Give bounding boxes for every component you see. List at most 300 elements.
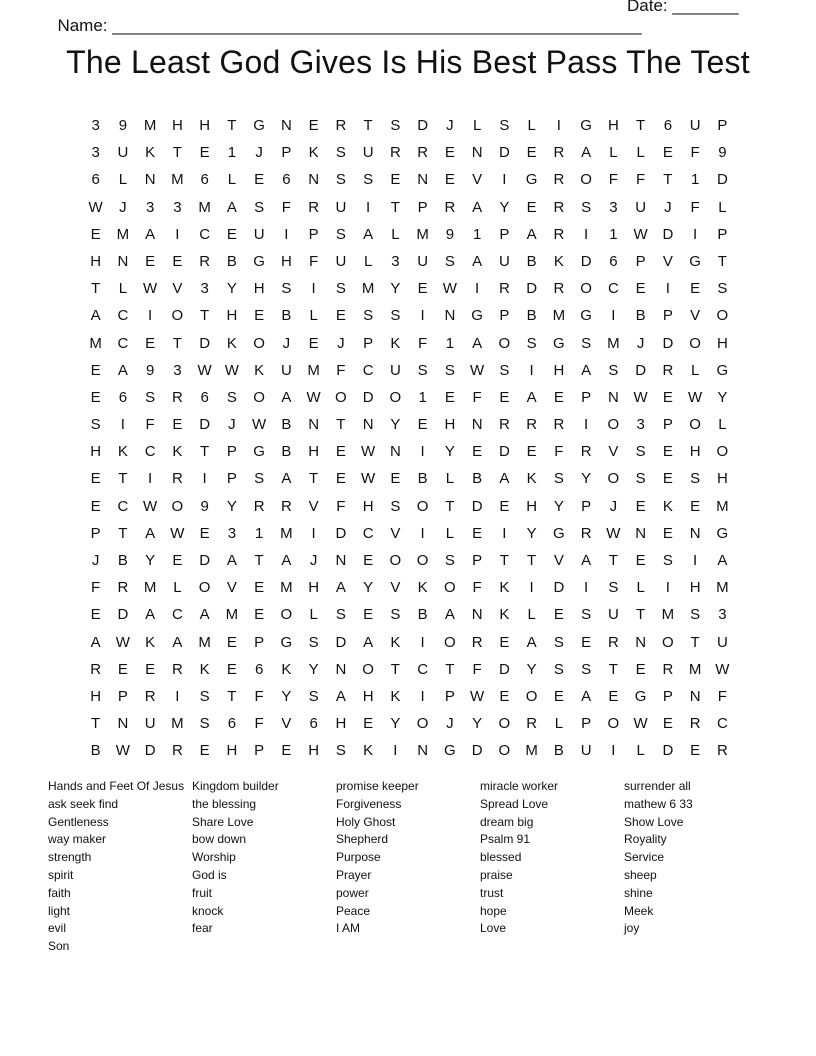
grid-letter: S <box>390 497 401 515</box>
grid-letter: S <box>662 552 673 569</box>
grid-letter: L <box>690 361 700 379</box>
word-list-item: Purpose <box>336 850 381 865</box>
grid-letter: N <box>117 715 129 733</box>
grid-letter: G <box>525 171 538 189</box>
grid-letter: D <box>471 742 483 760</box>
grid-letter: W <box>143 497 158 515</box>
grid-letter: L <box>636 144 645 162</box>
grid-letter: T <box>663 171 673 189</box>
grid-row <box>82 520 736 547</box>
grid-letter: C <box>362 361 374 379</box>
word-list <box>48 778 768 956</box>
grid-letter: T <box>172 144 182 162</box>
grid-letter: J <box>609 497 618 515</box>
grid-letter: G <box>253 443 265 461</box>
grid-letter: 3 <box>636 416 645 434</box>
grid-letter: N <box>471 144 483 162</box>
word-list-item: joy <box>624 921 640 936</box>
grid-letter: S <box>254 470 265 488</box>
grid-letter: W <box>143 280 158 298</box>
grid-letter: R <box>471 633 483 651</box>
grid-letter: V <box>226 579 237 597</box>
grid-letter: D <box>716 171 728 189</box>
grid-letter: M <box>307 361 320 379</box>
grid-letter: W <box>470 361 485 379</box>
grid-letter: M <box>198 198 211 216</box>
grid-letter: T <box>390 660 400 678</box>
word-list-item: surrender all <box>624 779 691 793</box>
grid-letter: C <box>171 606 183 624</box>
word-list-item: knock <box>192 903 224 918</box>
grid-letter: A <box>472 198 483 216</box>
grid-letter: W <box>306 388 321 406</box>
grid-row <box>82 411 736 438</box>
grid-letter: Y <box>390 715 401 733</box>
grid-letter: W <box>115 742 130 760</box>
word-list-item: Meek <box>624 903 654 918</box>
grid-letter: T <box>363 117 373 134</box>
grid-letter: E <box>254 307 265 325</box>
grid-letter: L <box>118 171 128 189</box>
grid-letter: S <box>363 307 374 325</box>
grid-letter: P <box>444 687 455 705</box>
grid-letter: T <box>390 198 400 216</box>
word-list-item: Holy Ghost <box>336 814 396 829</box>
name-field[interactable]: Name: ________________________________________________________ <box>57 16 642 35</box>
grid-letter: 3 <box>200 280 209 298</box>
word-list-item: fear <box>192 921 213 936</box>
grid-letter: F <box>690 144 700 162</box>
grid-letter: A <box>199 606 210 624</box>
word-list-item: bow down <box>192 832 247 847</box>
grid-letter: P <box>662 687 673 705</box>
grid-letter: F <box>281 198 291 216</box>
grid-letter: S <box>499 361 510 379</box>
grid-letter: W <box>252 416 267 434</box>
grid-letter: O <box>444 633 456 651</box>
grid-letter: U <box>117 144 129 162</box>
grid-letter: E <box>662 715 673 733</box>
grid-letter: S <box>581 606 592 624</box>
grid-letter: N <box>417 171 429 189</box>
grid-letter: O <box>253 334 265 352</box>
grid-letter: O <box>280 606 293 624</box>
word-list-item: Worship <box>192 850 236 865</box>
word-list-item: ask seek find <box>48 796 119 811</box>
word-list-item: the blessing <box>192 796 257 811</box>
grid-letter: S <box>444 252 455 270</box>
grid-letter: M <box>89 334 102 352</box>
grid-letter: T <box>445 497 455 515</box>
grid-letter: R <box>171 742 183 760</box>
grid-letter: H <box>308 742 320 760</box>
grid-letter: F <box>472 388 482 406</box>
grid-letter: R <box>526 416 538 434</box>
grid-letter: W <box>442 280 457 298</box>
grid-letter: O <box>416 552 429 569</box>
grid-letter: R <box>662 361 674 379</box>
grid-letter: H <box>553 361 565 379</box>
grid-row <box>82 601 736 628</box>
grid-letter: D <box>498 660 510 678</box>
grid-letter: A <box>581 361 592 379</box>
grid-letter: E <box>662 144 673 162</box>
grid-letter: S <box>335 171 346 189</box>
grid-letter: E <box>254 171 265 189</box>
grid-letter: D <box>199 416 211 434</box>
grid-letter: U <box>335 252 347 270</box>
grid-letter: I <box>420 443 425 461</box>
grid-letter: T <box>336 416 346 434</box>
grid-letter: D <box>335 524 347 542</box>
grid-letter: E <box>172 252 183 270</box>
grid-letter: R <box>498 280 510 298</box>
grid-letter: N <box>689 524 701 542</box>
grid-letter: N <box>117 252 129 270</box>
grid-letter: O <box>689 334 701 352</box>
grid-letter: T <box>91 715 101 733</box>
grid-letter: D <box>417 117 429 134</box>
grid-letter: L <box>718 416 727 434</box>
grid-letter: I <box>693 225 698 243</box>
grid-letter: I <box>420 687 425 705</box>
grid-letter: S <box>199 715 210 733</box>
grid-letter: S <box>335 144 346 162</box>
grid-letter: F <box>554 443 564 461</box>
grid-letter: H <box>308 443 320 461</box>
grid-letter: E <box>526 198 537 216</box>
grid-letter: K <box>363 742 374 760</box>
word-column <box>336 778 480 956</box>
grid-letter: O <box>580 280 592 298</box>
grid-letter: S <box>390 117 401 134</box>
grid-letter: B <box>526 307 537 325</box>
grid-letter: 3 <box>91 144 100 162</box>
grid-letter: W <box>688 388 703 406</box>
grid-letter: A <box>335 579 346 597</box>
grid-letter: A <box>281 552 292 569</box>
grid-letter: H <box>90 687 102 705</box>
grid-letter: Y <box>526 660 537 678</box>
grid-letter: I <box>175 225 180 243</box>
grid-letter: G <box>716 524 729 542</box>
grid-letter: P <box>581 497 592 515</box>
word-list-item: evil <box>48 921 67 936</box>
grid-letter: H <box>335 715 347 733</box>
grid-letter: K <box>499 606 510 624</box>
grid-letter: N <box>471 606 483 624</box>
grid-letter: A <box>117 361 128 379</box>
word-list-item: promise keeper <box>336 779 419 793</box>
word-list-item: power <box>336 885 369 900</box>
grid-letter: G <box>444 742 456 760</box>
grid-letter: N <box>335 660 347 678</box>
grid-letter: E <box>499 687 510 705</box>
grid-letter: 3 <box>173 198 182 216</box>
grid-letter: W <box>361 443 376 461</box>
grid-letter: D <box>662 334 674 352</box>
word-list-item: Son <box>48 939 70 954</box>
grid-letter: 6 <box>91 171 100 189</box>
grid-letter: I <box>284 225 289 243</box>
grid-letter: 3 <box>145 198 155 216</box>
grid-letter: Y <box>444 443 455 461</box>
grid-letter: 9 <box>445 225 455 243</box>
grid-row <box>82 710 736 737</box>
grid-row <box>82 357 736 384</box>
grid-letter: L <box>718 198 727 216</box>
grid-row <box>82 112 736 139</box>
grid-letter: W <box>633 388 648 406</box>
grid-letter: D <box>335 633 347 651</box>
grid-letter: N <box>689 687 701 705</box>
grid-letter: H <box>526 497 538 515</box>
grid-letter: O <box>716 307 729 325</box>
grid-letter: J <box>337 334 345 352</box>
grid-letter: U <box>607 606 619 624</box>
grid-letter: C <box>117 307 129 325</box>
grid-letter: R <box>553 225 565 243</box>
grid-letter: A <box>363 633 374 651</box>
word-column <box>192 778 336 956</box>
grid-letter: Y <box>145 552 156 569</box>
grid-letter: V <box>390 524 401 542</box>
grid-letter: R <box>662 660 674 678</box>
grid-letter: K <box>553 252 564 270</box>
grid-letter: K <box>390 334 401 352</box>
grid-letter: I <box>665 579 670 597</box>
grid-letter: R <box>444 198 456 216</box>
grid-letter: K <box>172 443 183 461</box>
word-list-item: strength <box>48 850 92 865</box>
grid-letter: K <box>145 144 156 162</box>
grid-letter: N <box>444 307 456 325</box>
grid-letter: S <box>690 606 701 624</box>
grid-letter: G <box>471 307 483 325</box>
grid-letter: E <box>199 742 210 760</box>
grid-letter: E <box>553 388 564 406</box>
grid-letter: P <box>472 552 483 569</box>
grid-letter: M <box>416 225 429 243</box>
grid-letter: P <box>662 307 673 325</box>
grid-letter: N <box>308 171 320 189</box>
grid-letter: I <box>584 416 589 434</box>
grid-letter: B <box>472 470 483 488</box>
grid-letter: I <box>556 117 561 134</box>
grid-letter: R <box>253 497 265 515</box>
grid-letter: N <box>417 742 429 760</box>
grid-letter: E <box>444 388 455 406</box>
grid-letter: E <box>172 552 183 569</box>
grid-letter: R <box>607 633 619 651</box>
grid-letter: Y <box>308 660 319 678</box>
grid-letter: I <box>529 579 534 597</box>
grid-letter: J <box>636 334 645 352</box>
grid-letter: 6 <box>118 388 128 406</box>
grid-letter: I <box>502 524 507 542</box>
grid-letter: P <box>417 198 428 216</box>
grid-letter: M <box>607 334 620 352</box>
grid-row <box>82 302 736 329</box>
grid-letter: I <box>611 307 616 325</box>
grid-letter: G <box>553 334 565 352</box>
grid-letter: I <box>420 307 425 325</box>
grid-letter: I <box>311 280 316 298</box>
grid-letter: U <box>389 361 401 379</box>
grid-letter: E <box>145 334 156 352</box>
grid-letter: G <box>580 307 592 325</box>
grid-letter: L <box>554 715 564 733</box>
grid-letter: T <box>254 552 264 569</box>
grid-letter: H <box>716 470 728 488</box>
grid-letter: A <box>145 606 156 624</box>
grid-letter: T <box>636 117 646 134</box>
grid-letter: B <box>281 443 292 461</box>
grid-letter: E <box>90 361 101 379</box>
grid-letter: 6 <box>282 171 291 189</box>
grid-letter: C <box>144 443 156 461</box>
grid-letter: F <box>336 497 346 515</box>
grid-letter: V <box>553 552 564 569</box>
grid-letter: F <box>254 687 264 705</box>
grid-letter: R <box>308 198 320 216</box>
grid-row <box>82 574 736 601</box>
grid-letter: L <box>445 524 455 542</box>
grid-letter: W <box>633 715 648 733</box>
grid-letter: H <box>689 579 701 597</box>
grid-row <box>82 384 736 411</box>
grid-letter: W <box>170 524 185 542</box>
grid-letter: H <box>226 307 238 325</box>
grid-letter: Y <box>499 198 510 216</box>
grid-letter: R <box>526 715 538 733</box>
grid-letter: S <box>553 633 564 651</box>
grid-letter: S <box>226 388 237 406</box>
grid-letter: K <box>281 660 292 678</box>
grid-letter: V <box>281 715 292 733</box>
word-list-item: I AM <box>336 921 361 936</box>
grid-letter: S <box>553 660 564 678</box>
grid-letter: A <box>581 687 592 705</box>
grid-letter: S <box>608 361 619 379</box>
grid-letter: 6 <box>309 715 318 733</box>
grid-letter: U <box>253 225 265 243</box>
grid-letter: L <box>472 117 482 134</box>
grid-letter: M <box>171 171 184 189</box>
word-list-item: Gentleness <box>48 814 109 829</box>
grid-letter: I <box>202 470 207 488</box>
grid-letter: O <box>253 388 265 406</box>
grid-letter: E <box>608 687 619 705</box>
grid-letter: O <box>607 470 620 488</box>
grid-letter: W <box>224 361 239 379</box>
grid-letter: G <box>689 252 701 270</box>
grid-letter: V <box>172 280 183 298</box>
grid-letter: D <box>662 225 674 243</box>
grid-letter: S <box>254 198 265 216</box>
grid-letter: C <box>716 715 728 733</box>
word-list-item: miracle worker <box>480 779 559 793</box>
grid-letter: 1 <box>254 524 264 542</box>
grid-letter: E <box>635 497 646 515</box>
grid-letter: M <box>716 497 729 515</box>
grid-letter: A <box>581 552 592 569</box>
grid-letter: O <box>389 552 402 569</box>
grid-letter: E <box>145 252 156 270</box>
grid-letter: H <box>362 497 374 515</box>
date-field[interactable]: Date: _______ <box>627 0 739 15</box>
grid-letter: S <box>145 388 156 406</box>
word-list-item: hope <box>480 903 507 918</box>
grid-letter: P <box>581 715 592 733</box>
grid-letter: T <box>717 252 727 270</box>
grid-letter: F <box>636 171 646 189</box>
grid-letter: A <box>145 225 156 243</box>
grid-letter: E <box>172 416 183 434</box>
grid-letter: D <box>498 443 510 461</box>
grid-letter: U <box>280 361 292 379</box>
grid-letter: R <box>553 144 565 162</box>
grid-letter: I <box>693 552 698 569</box>
grid-letter: T <box>200 443 210 461</box>
grid-letter: I <box>393 742 398 760</box>
grid-letter: E <box>390 470 401 488</box>
grid-letter: V <box>690 307 701 325</box>
grid-letter: E <box>390 171 401 189</box>
grid-letter: C <box>117 497 129 515</box>
grid-letter: O <box>416 715 429 733</box>
grid-letter: S <box>417 361 428 379</box>
grid-letter: 3 <box>173 361 182 379</box>
grid-letter: E <box>662 443 673 461</box>
grid-letter: S <box>308 687 319 705</box>
grid-letter: S <box>581 334 592 352</box>
grid-letter: D <box>635 361 647 379</box>
grid-letter: A <box>281 470 292 488</box>
grid-letter: A <box>363 225 374 243</box>
grid-letter: L <box>227 171 237 189</box>
grid-letter: C <box>199 225 211 243</box>
grid-letter: S <box>444 361 455 379</box>
grid-letter: Y <box>390 416 401 434</box>
grid-letter: N <box>635 633 647 651</box>
grid-letter: H <box>308 579 320 597</box>
grid-letter: R <box>580 524 592 542</box>
grid-row <box>82 248 736 275</box>
grid-letter: 6 <box>609 252 618 270</box>
grid-letter: E <box>335 470 346 488</box>
grid-letter: S <box>281 280 292 298</box>
grid-letter: I <box>311 524 316 542</box>
grid-letter: P <box>499 307 510 325</box>
grid-letter: T <box>118 524 128 542</box>
grid-letter: S <box>581 198 592 216</box>
grid-letter: T <box>200 307 210 325</box>
grid-row <box>82 465 736 492</box>
grid-letter: 9 <box>718 144 727 162</box>
grid-letter: D <box>553 579 565 597</box>
grid-letter: H <box>226 742 238 760</box>
word-list-item: shine <box>624 885 653 900</box>
word-list-item: dream big <box>480 814 534 829</box>
grid-letter: M <box>143 579 157 597</box>
grid-row <box>82 737 736 764</box>
grid-letter: O <box>525 687 538 705</box>
grid-letter: N <box>280 117 292 134</box>
grid-letter: E <box>226 633 237 651</box>
grid-letter: E <box>690 280 701 298</box>
grid-letter: A <box>526 225 537 243</box>
